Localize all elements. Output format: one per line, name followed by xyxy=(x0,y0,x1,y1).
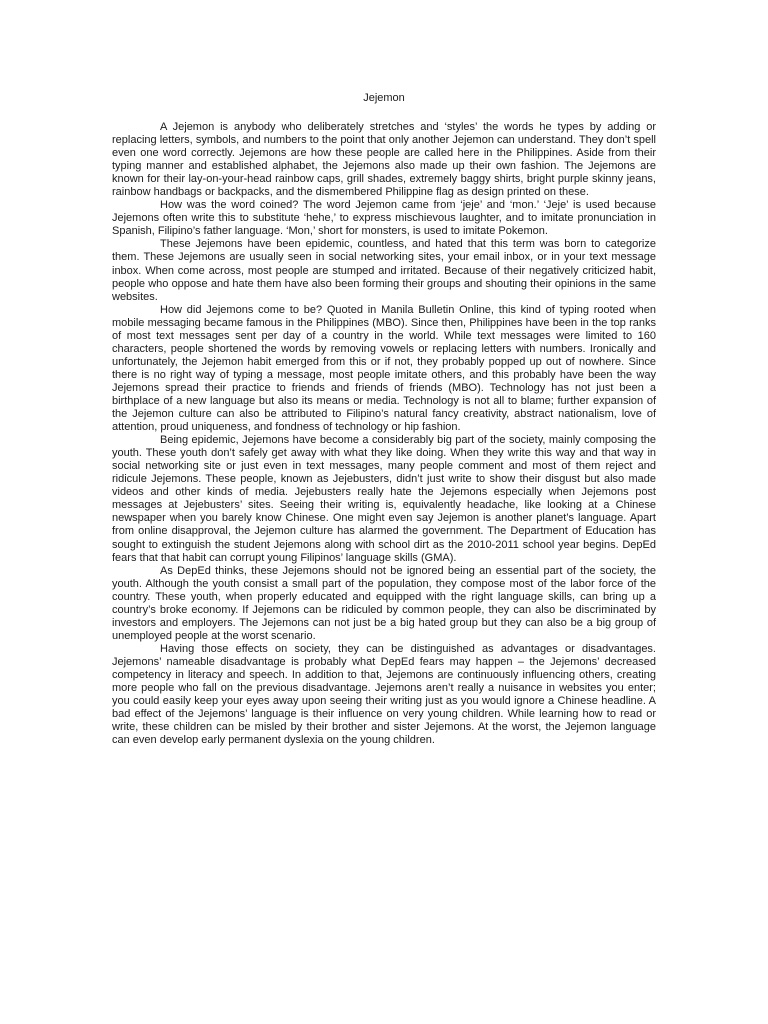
paragraph-word-origin: How was the word coined? The word Jejemon came from ‘jeje’ and ‘mon.’ ‘Jeje’ is used because Jejemons often write this to substitute ‘hehe,’ to express mischievous laughter, and to imitate pronunciation in Spanish, Filipino’s father language. ‘Mon,’ short for monsters, is used to imitate Pokemon. xyxy=(112,199,656,238)
paragraph-effects: Having those effects on society, they can be distinguished as advantages or disadvantages. Jejemons’ nameable disadvantage is probably what DepEd fears may happen – the Jejemons’ decreased competency in literacy and speech. In addition to that, Jejemons are continuously influencing others, creating more people who fall on the previous disadvantage. Jejemons aren’t really a nuisance in websites you enter; you could easily keep your eyes away upon seeing their writing just as you would ignore a Chinese headline. A bad effect of the Jejemons’ language is their influence on very young children. While learning how to read or write, these children can be misled by their brother and sister Jejemons. At the worst, the Jejemon language can even develop early permanent dyslexia on the young children. xyxy=(112,642,656,747)
paragraph-history: How did Jejemons come to be? Quoted in Manila Bulletin Online, this kind of typing rooted when mobile messaging became famous in the Philippines (MBO). Since then, Philippines have been in the top ranks of most text messages sent per day of a country in the world. While text messages were limited to 160 characters, people shortened the words by removing vowels or replacing letters with numbers. Ironically and unfortunately, the Jejemon habit emerged from this or if not, they probably popped up out of nowhere. Since there is no right way of typing a message, most people imitate others, and this probably have been the way Jejemons spread their practice to friends and friends of friends (MBO). Technology has not just been a birthplace of a new language but also its means or media. Technology is not all to blame; further expansion of the Jejemon culture can also be attributed to Filipino’s natural fancy creativity, abstract nationalism, love of attention, proud uniqueness, and fondness of technology or hip fashion. xyxy=(112,303,656,434)
document-page xyxy=(112,92,656,747)
paragraph-reaction: Being epidemic, Jejemons have become a considerably big part of the society, mainly composing the youth. These youth don’t safely get away with what they like doing. When they write this way and that way in social networking site or just even in text messages, many people comment and most of them reject and ridicule Jejemons. These people, known as Jejebusters, didn’t just write to show their disgust but also made videos and other kinds of media. Jejebusters really hate the Jejemons especially when Jejemons post messages at Jejebusters’ sites. Seeing their writing is, equivalently headache, like looking at a Chinese newspaper when you barely know Chinese. One might even say Jejemon is another planet’s language. Apart from online disapproval, the Jejemon culture has alarmed the government. The Department of Education has sought to extinguish the student Jejemons along with school dirt as the 2010-2011 school year begins. DepEd fears that that habit can corrupt young Filipinos’ language skills (GMA). xyxy=(112,434,656,564)
document-title: Jejemon xyxy=(363,92,405,104)
paragraph-definition: A Jejemon is anybody who deliberately stretches and ‘styles’ the words he types by adding or replacing letters, symbols, and numbers to the point that only another Jejemon can understand. They don’t spell even one word correctly. Jejemons are how these people are called here in the Philippines. Aside from their typing manner and established alphabet, the Jejemons also made up their own fashion. The Jejemons are known for their lay-on-your-head rainbow caps, grill shades, extremely baggy shirts, bright purple skinny jeans, rainbow handbags or backpacks, and the dismembered Philippine flag as design printed on these. xyxy=(112,121,656,199)
paragraph-deped: As DepEd thinks, these Jejemons should not be ignored being an essential part of the society, the youth. Although the youth consist a small part of the population, they compose most of the labor force of the country. These youth, when properly educated and equipped with the right language skills, can bring up a country’s broke economy. If Jejemons can be ridiculed by common people, they can also be discriminated by investors and employers. The Jejemons can not just be a big hated group but they can also be a big group of unemployed people at the worst scenario. xyxy=(112,564,656,642)
paragraph-epidemic: These Jejemons have been epidemic, countless, and hated that this term was born to categorize them. These Jejemons are usually seen in social networking sites, your email inbox, or in your text message inbox. When come across, most people are stumped and irritated. Because of their negatively criticized habit, people who oppose and hate them have also been forming their groups and shouting their opinions in the same websites. xyxy=(112,238,656,303)
